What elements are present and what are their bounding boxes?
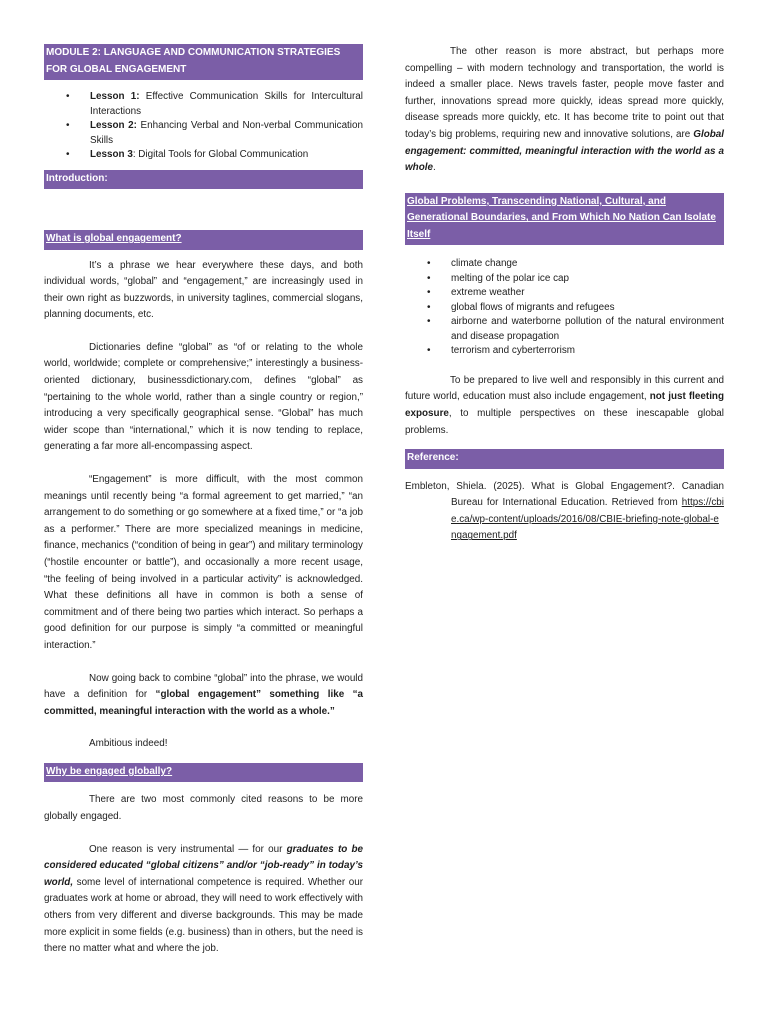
list-item	[44, 119, 363, 148]
paragraph-text: The other reason is more abstract, but perhaps more compelling – with modern technology and transportation, the world is indeed a smaller place. News travels faster, people move faster and further, innovations spread more quickly, ideas spread more quickly, disease spreads more quickly, etc. It has become trite to point out that today’s big problems, requiring new and innovative solutions, are	[405, 46, 724, 140]
paragraph-text: To be prepared to live well and responsibly in this current and future world, education must also include engagement,	[405, 374, 724, 403]
lesson-label: Lesson 3	[90, 149, 133, 160]
right-column	[405, 44, 724, 545]
list-item	[44, 148, 363, 163]
lesson-label: Lesson 2:	[90, 120, 137, 131]
list-item	[405, 344, 724, 359]
list-item	[44, 90, 363, 119]
lesson-text: Effective Communication Skills for Intercultural Interactions	[90, 91, 363, 117]
bullet-icon: •	[427, 272, 431, 284]
list-item	[405, 257, 724, 272]
list-item	[405, 286, 724, 301]
problems-list	[405, 257, 724, 359]
why-heading-text: Why be engaged globally?	[46, 765, 173, 777]
paragraph-bold-italic: Global engagement: committed, meaningful interaction with the world as a whole	[405, 128, 724, 174]
list-item-text: airborne and waterborne pollution of the natural environment and disease propagation	[451, 316, 724, 342]
paragraph-bold: “global engagement” something like “a committed, meaningful interaction with the world as a whole.”	[44, 689, 364, 717]
module-title: MODULE 2: LANGUAGE AND COMMUNICATION STRATEGIES FOR GLOBAL ENGAGEMENT	[44, 44, 363, 80]
list-item-text: climate change	[451, 258, 518, 270]
paragraph	[405, 373, 724, 439]
introduction-heading: Introduction:	[44, 170, 363, 190]
bullet-icon: •	[66, 149, 70, 160]
lesson-label: Lesson 1:	[90, 91, 140, 102]
reference-entry	[405, 479, 724, 545]
reference-link[interactable]: https://cbie.ca/wp-content/uploads/2016/08/CBIE-briefing-note-global-engagement.pdf	[451, 497, 724, 542]
bullet-icon: •	[66, 91, 70, 102]
paragraph: “Engagement” is more difficult, with the most common meanings until recently being “a formal agreement to get married,” “an arrangement to do something or go somewhere at a fixed time,” or “a job as a performer.” There are more specialized meanings in medicine, finance, mechanics (“condition of being in gear”) and military terminology (“hostile encounter or battle”), and occasionally a more recent usage, “the feeling of being involved in a particular activity” is acknowledged. What these definitions all have in common is both a sense of commitment and of there being two parties which interact. So perhaps a good definition for our purpose is simply “a committed or meaningful interaction.”	[44, 474, 363, 651]
paragraph: There are two most commonly cited reasons to be more globally engaged.	[44, 794, 363, 823]
problems-heading	[405, 193, 724, 246]
paragraph: Ambitious indeed!	[89, 738, 168, 750]
list-item-text: extreme weather	[451, 287, 525, 299]
list-item-text: terrorism and cyberterrorism	[451, 345, 576, 357]
list-item	[405, 301, 724, 316]
paragraph-text: some level of international competence is required. Whether our graduates work at home or abroad, they will need to work effectively with others from very different and diverse backgrounds. This may be made more explicit in some fields (e.g. business) than in others, but the need is there no matter what and where the job.	[44, 876, 363, 955]
paragraph: Dictionaries define “global” as “of or relating to the whole world, worldwide; complete or comprehensive;” interestingly a business-oriented dictionary, businessdictionary.com, defines “global” as “pertaining to the whole world, rather than a single country or region,” introducing a very specifically geographical sense. “Global” has much wider scope than “international,” which it is now tending to replace, generating a far more all-encompassing aspect.	[44, 341, 363, 453]
paragraph: It’s a phrase we hear everywhere these days, and both individual words, “global” and “engagement,” are increasingly used in their own right as buzzwords, in university taglines, commercial slogans, planning documents, etc.	[44, 259, 363, 321]
lesson-text: Enhancing Verbal and Non-verbal Communication Skills	[90, 120, 363, 146]
bullet-icon: •	[427, 287, 431, 299]
bullet-icon: •	[427, 258, 431, 270]
paragraph-text: One reason is very instrumental — for our	[89, 843, 287, 855]
what-heading	[44, 230, 363, 250]
paragraph	[44, 671, 363, 721]
list-item	[405, 315, 724, 344]
paragraph-text: .	[432, 162, 436, 174]
list-item-text: global flows of migrants and refugees	[451, 301, 615, 313]
paragraph-bold: not just fleeting exposure	[405, 391, 724, 419]
what-heading-text: What is global engagement?	[46, 233, 182, 244]
bullet-icon: •	[66, 120, 70, 131]
reference-heading: Reference:	[405, 449, 724, 469]
lesson-list	[44, 90, 363, 163]
list-item-text: melting of the polar ice cap	[451, 272, 570, 284]
lesson-text: : Digital Tools for Global Communication	[132, 149, 309, 160]
paragraph-bold-italic: graduates to be considered educated “global citizens” and/or “job-ready” in today’s world,	[44, 843, 363, 888]
left-column	[44, 44, 363, 958]
list-item	[405, 272, 724, 287]
paragraph-text: , to multiple perspectives on these inescapable global problems.	[405, 407, 724, 436]
bullet-icon: •	[427, 316, 431, 328]
paragraph	[405, 44, 724, 177]
problems-heading-text: Global Problems, Transcending National, Cultural, and Generational Boundaries, and From Which No Nation Can Isolate Itself	[407, 195, 716, 240]
paragraph-text: Now going back to combine “global” into the phrase, we would have a definition for	[44, 672, 363, 701]
bullet-icon: •	[427, 301, 431, 313]
why-heading	[44, 763, 363, 783]
bullet-icon: •	[427, 345, 431, 357]
reference-text: Embleton, Shiela. (2025). What is Global Engagement?. Canadian Bureau for International Education. Retrieved from	[405, 480, 724, 509]
paragraph	[44, 842, 363, 958]
